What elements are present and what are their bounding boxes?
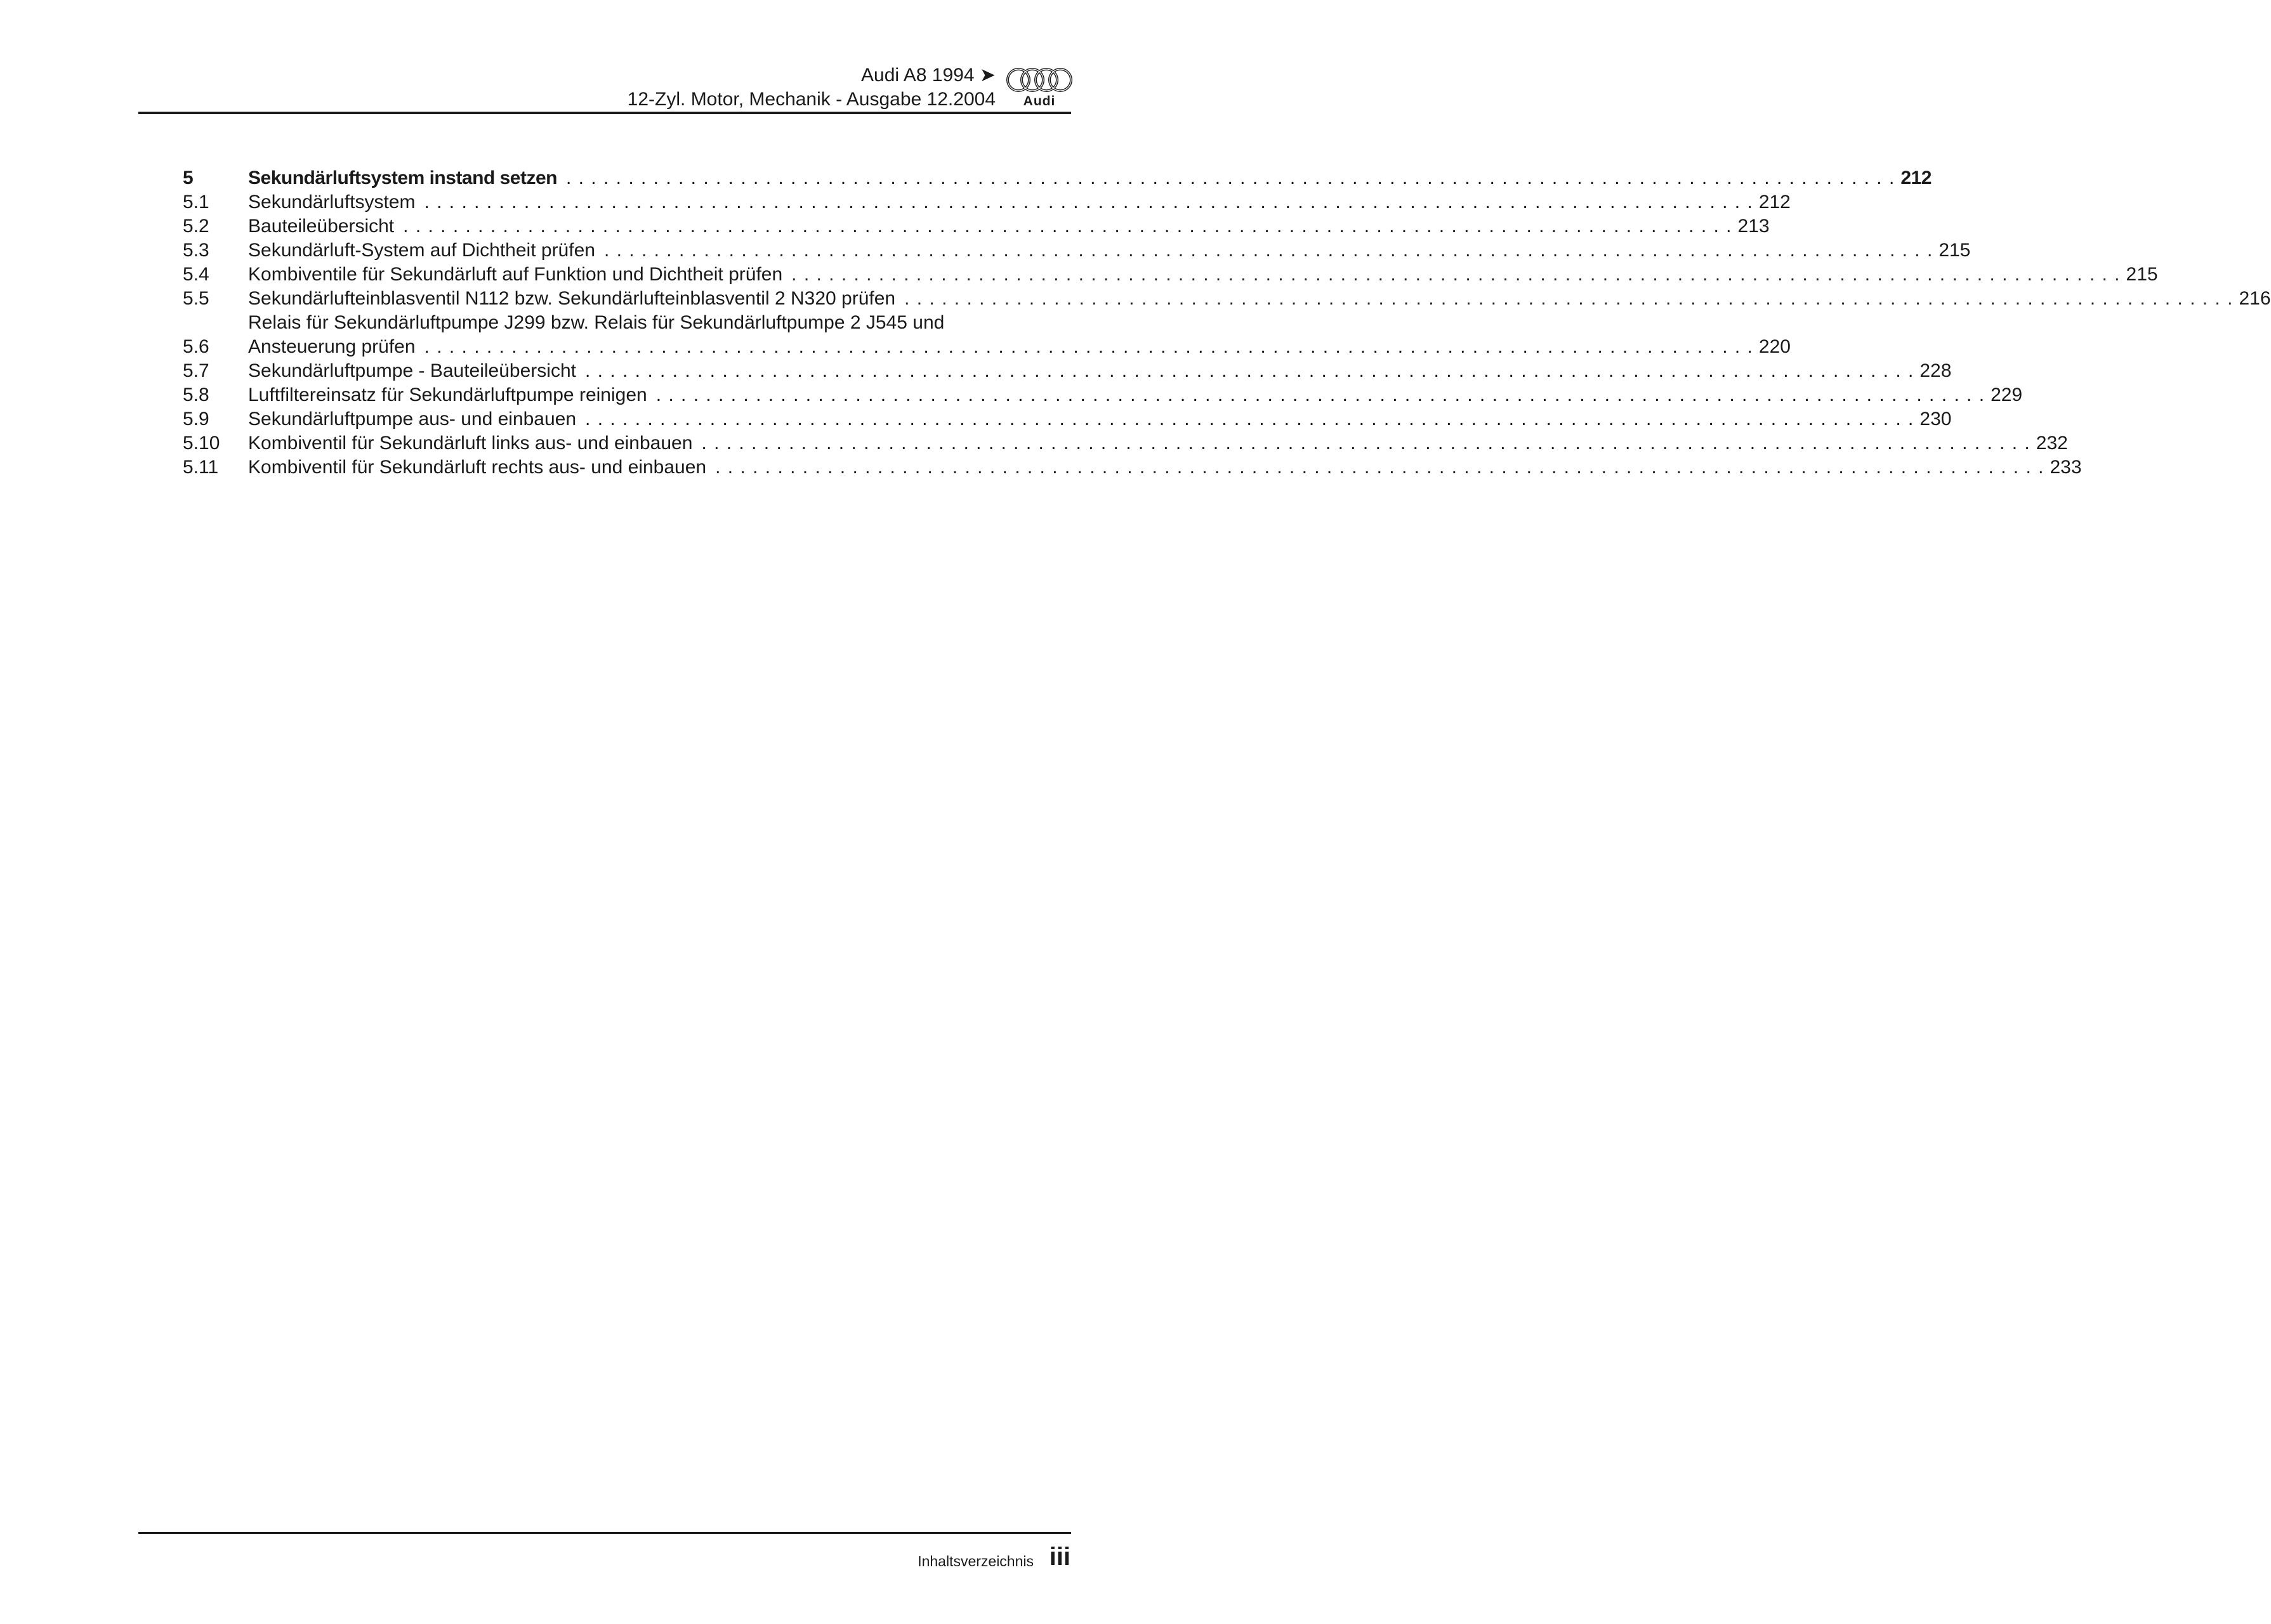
toc-entry-page: 220 (1758, 336, 1791, 357)
toc-entry-line (248, 214, 1770, 239)
toc-entry[interactable] (183, 359, 1952, 383)
toc-dot-leader (791, 263, 2119, 287)
toc-dot-leader (424, 190, 1752, 214)
toc-entry-page: 213 (1737, 216, 1770, 237)
toc-entry-line (248, 263, 2158, 287)
toc-entry[interactable] (183, 407, 1952, 431)
toc-entry-page: 215 (2126, 264, 2158, 285)
toc-entry-line (248, 239, 1970, 263)
toc-entry-line (248, 455, 2082, 480)
toc-entry-line (248, 166, 1932, 190)
toc-entry-page: 216 (2239, 288, 2271, 309)
audi-rings-icon (1004, 66, 1074, 94)
table-of-contents (183, 166, 2271, 480)
toc-dot-leader (604, 239, 1932, 263)
toc-entry-line (248, 431, 2068, 455)
toc-entry-page: 228 (1919, 360, 1952, 381)
toc-dot-leader (585, 407, 1913, 431)
toc-entry[interactable] (183, 311, 1791, 359)
toc-entry-page: 212 (1900, 167, 1932, 188)
toc-entry-line (248, 287, 2271, 311)
toc-entry[interactable] (183, 383, 2023, 407)
toc-entry-body (248, 239, 1970, 263)
toc-entry-title: Kombiventil für Sekundärluft rechts aus- und einbauen (248, 457, 707, 478)
toc-entry-number: 5.3 (183, 240, 209, 261)
toc-entry-title: Kombiventile für Sekundärluft auf Funktion und Dichtheit prüfen (248, 264, 783, 285)
toc-entry[interactable] (183, 214, 1770, 239)
toc-entry-title: Kombiventil für Sekundärluft links aus- und einbauen (248, 433, 693, 454)
header-model: Audi A8 1994 ➤ (861, 65, 996, 86)
toc-entry[interactable] (183, 263, 2158, 287)
toc-entry-number: 5.2 (183, 216, 209, 237)
toc-entry-title: Bauteileübersicht (248, 216, 395, 237)
toc-entry[interactable] (183, 431, 2068, 455)
toc-entry-number: 5.8 (183, 384, 209, 405)
toc-entry-body (248, 383, 2022, 407)
toc-entry-body (248, 431, 2068, 455)
toc-entry-body (248, 190, 1791, 214)
toc-entry-line (248, 335, 1791, 359)
toc-entry-number: 5.6 (183, 336, 209, 357)
toc-entry-number: 5.9 (183, 409, 209, 429)
toc-entry[interactable] (183, 239, 1971, 263)
toc-dot-leader (403, 214, 1731, 239)
toc-entry-line (248, 383, 2022, 407)
toc-entry-body (248, 311, 1791, 359)
toc-entry-title: Sekundärlufteinblasventil N112 bzw. Sekundärlufteinblasventil 2 N320 prüfen (248, 288, 896, 309)
toc-entry-page: 230 (1919, 409, 1952, 429)
header-rule (138, 112, 1071, 114)
toc-entry-body (248, 287, 2271, 311)
toc-entry-body (248, 359, 1951, 383)
toc-dot-leader (715, 455, 2043, 480)
toc-entry-page: 232 (2036, 433, 2068, 454)
toc-entry-page: 233 (2050, 457, 2082, 478)
toc-dot-leader (904, 287, 2232, 311)
toc-entry[interactable] (183, 287, 2271, 311)
footer-page-number: iii (1049, 1543, 1070, 1571)
audi-logo (1004, 66, 1074, 110)
toc-entry-page: 229 (1991, 384, 2023, 405)
audi-logo-wordmark: Audi (1023, 94, 1056, 108)
toc-entry-title: Sekundärluftsystem instand setzen (248, 167, 557, 188)
toc-entry-title: Sekundärluftsystem (248, 192, 416, 213)
toc-entry-number: 5.1 (183, 192, 209, 213)
toc-entry-title: Sekundärluft-System auf Dichtheit prüfen (248, 240, 595, 261)
toc-entry-body (248, 407, 1951, 431)
header-subtitle: 12-Zyl. Motor, Mechanik - Ausgabe 12.2004 (627, 89, 996, 110)
toc-dot-leader (566, 166, 1894, 190)
toc-entry-body (248, 166, 1932, 190)
toc-entry-number: 5.4 (183, 264, 209, 285)
toc-entry-number: 5.11 (183, 457, 219, 478)
footer-rule (138, 1532, 1071, 1534)
toc-entry-line (248, 407, 1951, 431)
toc-dot-leader (701, 431, 2029, 455)
toc-entry[interactable] (183, 166, 1932, 190)
toc-dot-leader (585, 359, 1913, 383)
toc-entry-page: 212 (1758, 192, 1791, 213)
toc-entry-number: 5.7 (183, 360, 209, 381)
page-header (0, 0, 1148, 127)
toc-entry-line (248, 359, 1951, 383)
toc-entry-body (248, 263, 2158, 287)
toc-entry-title: Sekundärluftpumpe aus- und einbauen (248, 409, 577, 429)
toc-entry-page: 215 (1939, 240, 1971, 261)
toc-entry-title: Luftfiltereinsatz für Sekundärluftpumpe reinigen (248, 384, 647, 405)
toc-entry-title: Sekundärluftpumpe - Bauteileübersicht (248, 360, 576, 381)
toc-entry-line (248, 190, 1791, 214)
toc-dot-leader (425, 335, 1753, 359)
toc-entry-number: 5.5 (183, 288, 209, 309)
toc-entry-title-continued: Ansteuerung prüfen (248, 336, 416, 357)
toc-entry-number: 5 (183, 167, 194, 188)
toc-entry-title: Relais für Sekundärluftpumpe J299 bzw. Relais für Sekundärluftpumpe 2 J545 und (248, 312, 945, 333)
toc-entry[interactable] (183, 455, 2082, 480)
footer-section-label: Inhaltsverzeichnis (918, 1553, 1034, 1569)
toc-entry-body (248, 214, 1770, 239)
toc-entry[interactable] (183, 190, 1791, 214)
toc-dot-leader (656, 383, 1984, 407)
toc-entry-number: 5.10 (183, 433, 220, 454)
toc-entry-body (248, 455, 2082, 480)
header-text (628, 63, 996, 112)
